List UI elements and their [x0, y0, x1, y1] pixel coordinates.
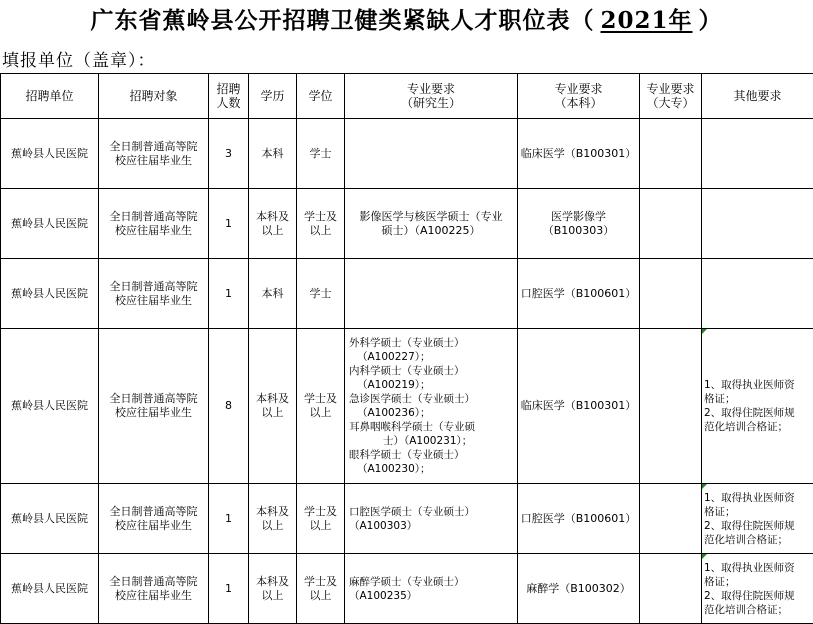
table-row — [1, 554, 813, 624]
cell-jc-major — [640, 554, 702, 624]
title-year: 2021年 — [594, 7, 698, 34]
header-ug-major: 专业要求 （本科） — [518, 74, 640, 119]
cell-education: 本科及 以上 — [249, 554, 297, 624]
cell-degree: 学士及 以上 — [297, 484, 345, 554]
cell-unit: 蕉岭县人民医院 — [1, 329, 99, 484]
page-title — [0, 2, 813, 40]
table-row — [1, 259, 813, 329]
cell-grad-major: 外科学硕士（专业硕士） （A100227）； 内科学硕士（专业硕士） （A100219）； 急诊医学硕士（专业硕士） （A100236）； 耳鼻咽喉科学硕士（专业硕 士）（A100231）； 眼科学硕士（专业硕士） （A100230）； — [345, 329, 518, 484]
comment-marker-icon — [702, 484, 707, 489]
header-count: 招聘 人数 — [209, 74, 249, 119]
cell-education: 本科 — [249, 259, 297, 329]
cell-education: 本科及 以上 — [249, 189, 297, 259]
table-row — [1, 119, 813, 189]
header-other: 其他要求 — [702, 74, 813, 119]
cell-degree: 学士及 以上 — [297, 554, 345, 624]
cell-other — [702, 259, 813, 329]
cell-jc-major — [640, 259, 702, 329]
cell-unit: 蕉岭县人民医院 — [1, 259, 99, 329]
cell-unit: 蕉岭县人民医院 — [1, 189, 99, 259]
cell-jc-major — [640, 189, 702, 259]
cell-target: 全日制普通高等院 校应往届毕业生 — [99, 189, 209, 259]
cell-unit: 蕉岭县人民医院 — [1, 554, 99, 624]
cell-degree: 学士及 以上 — [297, 329, 345, 484]
cell-target: 全日制普通高等院 校应往届毕业生 — [99, 259, 209, 329]
cell-count: 1 — [209, 259, 249, 329]
cell-jc-major — [640, 329, 702, 484]
cell-unit: 蕉岭县人民医院 — [1, 119, 99, 189]
cell-ug-major: 麻醉学（B100302） — [518, 554, 640, 624]
cell-target: 全日制普通高等院 校应往届毕业生 — [99, 329, 209, 484]
cell-target: 全日制普通高等院 校应往届毕业生 — [99, 554, 209, 624]
cell-target: 全日制普通高等院 校应往届毕业生 — [99, 119, 209, 189]
cell-ug-major: 临床医学（B100301） — [518, 329, 640, 484]
comment-marker-icon — [702, 329, 707, 334]
cell-education: 本科及 以上 — [249, 484, 297, 554]
positions-table — [0, 73, 813, 624]
cell-degree: 学士 — [297, 259, 345, 329]
cell-other: 1、取得执业医师资 格证； 2、取得住院医师规 范化培训合格证； — [702, 484, 813, 554]
cell-degree: 学士 — [297, 119, 345, 189]
cell-ug-major: 医学影像学（B100303） — [518, 189, 640, 259]
cell-grad-major: 口腔医学硕士（专业硕士） （A100303） — [345, 484, 518, 554]
header-degree: 学位 — [297, 74, 345, 119]
header-unit: 招聘单位 — [1, 74, 99, 119]
table-row — [1, 189, 813, 259]
title-main: 广东省蕉岭县公开招聘卫健类紧缺人才职位表（ — [90, 7, 594, 34]
cell-count: 1 — [209, 484, 249, 554]
cell-target: 全日制普通高等院 校应往届毕业生 — [99, 484, 209, 554]
cell-count: 1 — [209, 189, 249, 259]
cell-count: 3 — [209, 119, 249, 189]
cell-jc-major — [640, 484, 702, 554]
cell-other — [702, 189, 813, 259]
cell-count: 1 — [209, 554, 249, 624]
cell-education: 本科 — [249, 119, 297, 189]
cell-other: 1、取得执业医师资 格证； 2、取得住院医师规 范化培训合格证； — [702, 329, 813, 484]
cell-grad-major: 影像医学与核医学硕士（专业 硕士）（A100225） — [345, 189, 518, 259]
header-row — [1, 74, 813, 119]
cell-ug-major: 临床医学（B100301） — [518, 119, 640, 189]
title-close: ） — [699, 7, 723, 34]
cell-grad-major — [345, 119, 518, 189]
cell-jc-major — [640, 119, 702, 189]
filling-unit-label: 填报单位（盖章）： — [2, 48, 156, 74]
table-row — [1, 484, 813, 554]
cell-education: 本科及 以上 — [249, 329, 297, 484]
header-grad-major: 专业要求 （研究生） — [345, 74, 518, 119]
cell-other: 1、取得执业医师资 格证； 2、取得住院医师规 范化培训合格证； — [702, 554, 813, 624]
header-jc-major: 专业要求 （大专） — [640, 74, 702, 119]
cell-unit: 蕉岭县人民医院 — [1, 484, 99, 554]
comment-marker-icon — [702, 554, 707, 559]
cell-degree: 学士及 以上 — [297, 189, 345, 259]
table-row — [1, 329, 813, 484]
header-education: 学历 — [249, 74, 297, 119]
cell-other — [702, 119, 813, 189]
cell-ug-major: 口腔医学（B100601） — [518, 259, 640, 329]
cell-ug-major: 口腔医学（B100601） — [518, 484, 640, 554]
cell-grad-major — [345, 259, 518, 329]
header-target: 招聘对象 — [99, 74, 209, 119]
cell-count: 8 — [209, 329, 249, 484]
cell-grad-major: 麻醉学硕士（专业硕士） （A100235） — [345, 554, 518, 624]
